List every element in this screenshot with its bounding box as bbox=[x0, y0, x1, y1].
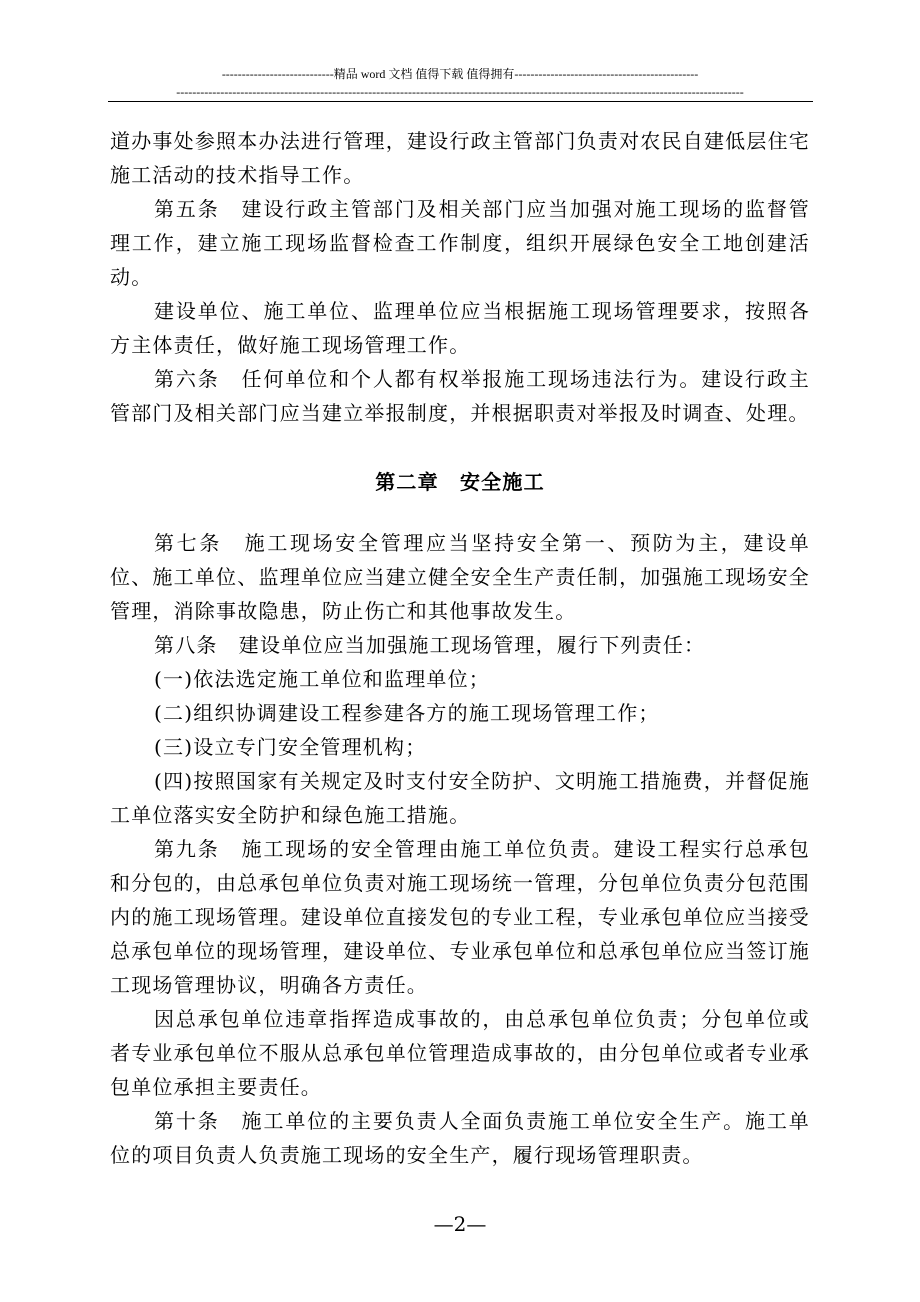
paragraph-article-6: 第六条 任何单位和个人都有权举报施工现场违法行为。建设行政主管部门及相关部门应当建立举报制度，并根据职责对举报及时调查、处理。 bbox=[110, 367, 810, 425]
list-item: (四)按照国家有关规定及时支付安全防护、文明施工措施费，并督促施工单位落实安全防护和绿色施工措施。 bbox=[110, 769, 810, 827]
header-rule bbox=[108, 101, 813, 102]
list-item: (三)设立专门安全管理机构； bbox=[154, 735, 427, 759]
paragraph: 建设单位、施工单位、监理单位应当根据施工现场管理要求，按照各方主体责任，做好施工现场管理工作。 bbox=[110, 299, 810, 357]
paragraph-article-9: 第九条 施工现场的安全管理由施工单位负责。建设工程实行总承包和分包的，由总承包单位负责对施工现场统一管理，分包单位负责分包范围内的施工现场管理。建设单位直接发包的专业工程，专业承包单位应当接受总承包单位的现场管理，建设单位、专业承包单位和总承包单位应当签订施工现场管理协议，明确各方责任。 bbox=[110, 837, 810, 997]
paragraph: 道办事处参照本办法进行管理，建设行政主管部门负责对农民自建低层住宅施工活动的技术指导工作。 bbox=[110, 129, 810, 187]
header-banner: ----------------------------精品 word 文档 值得下载 值得拥有---------------------------------------------- bbox=[221, 67, 699, 81]
paragraph: 因总承包单位违章指挥造成事故的，由总承包单位负责；分包单位或者专业承包单位不服从总承包单位管理造成事故的，由分包单位或者专业承包单位承担主要责任。 bbox=[110, 1007, 810, 1099]
paragraph-article-5: 第五条 建设行政主管部门及相关部门应当加强对施工现场的监督管理工作，建立施工现场监督检查工作制度，组织开展绿色安全工地创建活动。 bbox=[110, 197, 810, 289]
list-item: (一)依法选定施工单位和监理单位； bbox=[154, 667, 491, 691]
spacer bbox=[110, 518, 810, 526]
list-item: (二)组织协调建设工程参建各方的施工现场管理工作； bbox=[154, 701, 660, 725]
paragraph-article-7: 第七条 施工现场安全管理应当坚持安全第一、预防为主，建设单位、施工单位、监理单位应当建立健全安全生产责任制，加强施工现场安全管理，消除事故隐患，防止伤亡和其他事故发生。 bbox=[110, 531, 810, 623]
page-number: —2— bbox=[433, 1212, 487, 1236]
header-dashed-line: ---------------------------------------------------------------------------------------------------------------------------------------------- bbox=[176, 86, 744, 98]
paragraph-article-8: 第八条 建设单位应当加强施工现场管理，履行下列责任： bbox=[154, 633, 706, 657]
chapter-title: 第二章 安全施工 bbox=[375, 470, 545, 494]
document-body bbox=[110, 124, 810, 1172]
paragraph-article-10: 第十条 施工单位的主要负责人全面负责施工单位安全生产。施工单位的项目负责人负责施工现场的安全生产，履行现场管理职责。 bbox=[110, 1109, 810, 1167]
